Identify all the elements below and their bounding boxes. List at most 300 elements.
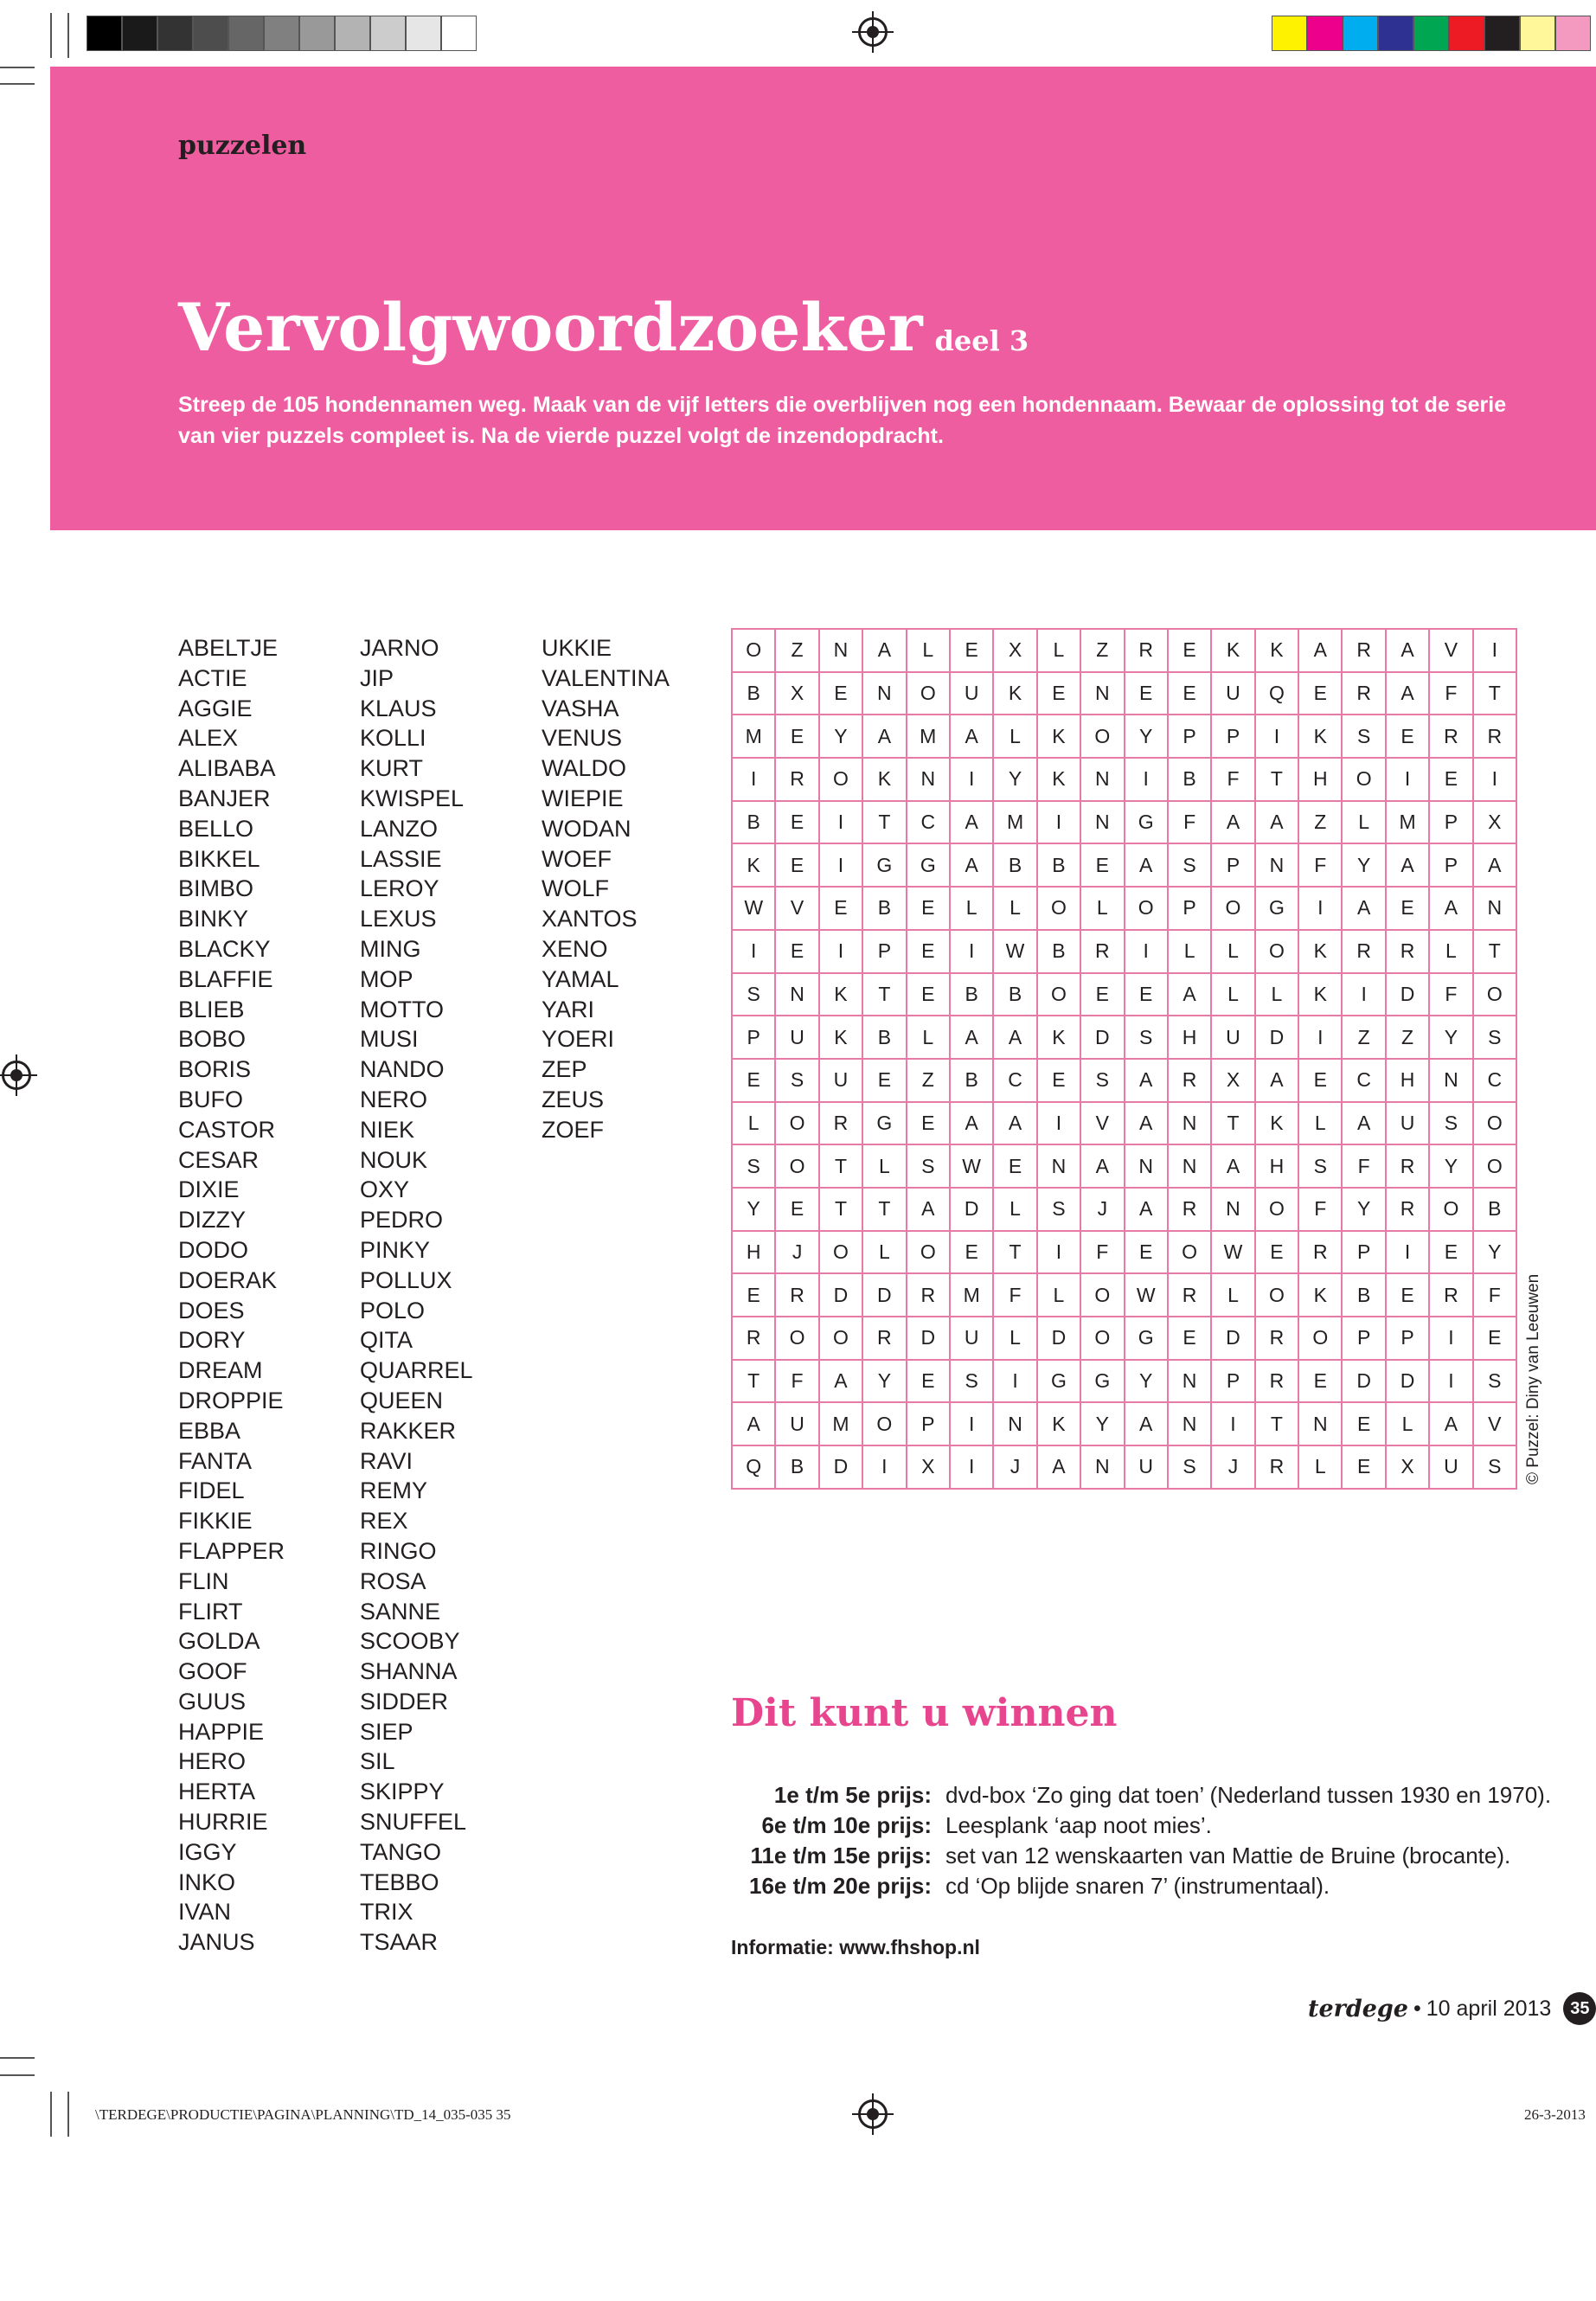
- color-swatch: [370, 16, 406, 51]
- grid-letter: A: [1255, 1059, 1298, 1102]
- grid-letter: A: [862, 629, 906, 672]
- grid-letter: N: [1168, 1144, 1211, 1188]
- grid-letter: T: [1473, 672, 1516, 715]
- dog-name: TSAAR: [360, 1929, 439, 1956]
- grid-letter: Z: [775, 629, 818, 672]
- color-swatch: [1343, 16, 1378, 51]
- grid-letter: Z: [1080, 629, 1124, 672]
- color-swatch: [299, 16, 335, 51]
- grid-letter: P: [907, 1402, 950, 1445]
- grid-letter: E: [1168, 672, 1211, 715]
- grid-letter: S: [732, 973, 775, 1016]
- grid-letter: W: [1211, 1231, 1254, 1274]
- dog-name: JIP: [360, 664, 394, 691]
- grid-letter: X: [907, 1445, 950, 1489]
- grid-letter: E: [1037, 1059, 1080, 1102]
- grid-letter: P: [1168, 887, 1211, 930]
- grid-letter: J: [1080, 1188, 1124, 1231]
- grid-letter: H: [1255, 1144, 1298, 1188]
- grid-letter: N: [1168, 1360, 1211, 1403]
- grid-letter: R: [1386, 1144, 1429, 1188]
- dog-name: PEDRO: [360, 1207, 444, 1234]
- grid-letter: E: [1125, 672, 1168, 715]
- color-swatch: [1272, 16, 1307, 51]
- grid-letter: B: [950, 973, 993, 1016]
- dog-name: MOP: [360, 965, 413, 992]
- dog-name: UKKIE: [542, 635, 612, 661]
- grid-letter: P: [1429, 801, 1472, 844]
- grid-letter: S: [907, 1144, 950, 1188]
- dog-name: OXY: [360, 1176, 410, 1203]
- grid-letter: K: [819, 1016, 862, 1059]
- grid-letter: R: [907, 1273, 950, 1317]
- grid-letter: A: [950, 843, 993, 887]
- grid-letter: S: [1168, 843, 1211, 887]
- grid-letter: U: [1429, 1445, 1472, 1489]
- dog-name: DROPPIE: [178, 1387, 284, 1413]
- grid-letter: F: [1473, 1273, 1516, 1317]
- grid-letter: K: [1037, 1016, 1080, 1059]
- grid-letter: K: [993, 672, 1036, 715]
- grid-letter: K: [862, 758, 906, 801]
- color-swatch: [1307, 16, 1343, 51]
- grid-letter: R: [1125, 629, 1168, 672]
- dog-name: SKIPPY: [360, 1779, 445, 1805]
- grid-letter: Z: [1342, 1016, 1385, 1059]
- grid-row: [732, 843, 1516, 887]
- grid-letter: L: [1037, 629, 1080, 672]
- grid-letter: D: [907, 1317, 950, 1360]
- grid-letter: A: [1125, 843, 1168, 887]
- crop-mark: [67, 2092, 69, 2137]
- dog-name: AGGIE: [178, 695, 253, 721]
- grid-letter: E: [862, 1059, 906, 1102]
- grid-letter: X: [775, 672, 818, 715]
- grid-letter: I: [1125, 758, 1168, 801]
- registration-mark-icon: [858, 17, 888, 47]
- grid-letter: N: [1080, 1445, 1124, 1489]
- dog-name: YAMAL: [542, 965, 619, 992]
- dog-name: BELLO: [178, 815, 254, 842]
- grid-letter: P: [732, 1016, 775, 1059]
- grayscale-color-bar: [87, 16, 477, 51]
- prize-description: Leesplank ‘aap noot mies’.: [945, 1812, 1212, 1838]
- grid-letter: G: [1125, 801, 1168, 844]
- grid-letter: I: [1037, 1102, 1080, 1145]
- grid-letter: B: [1037, 843, 1080, 887]
- grid-letter: D: [862, 1273, 906, 1317]
- dog-name: REX: [360, 1508, 408, 1535]
- grid-letter: C: [993, 1059, 1036, 1102]
- dog-name: POLLUX: [360, 1266, 452, 1293]
- crop-mark: [50, 13, 52, 58]
- grid-letter: X: [1473, 801, 1516, 844]
- dog-name: BANJER: [178, 785, 271, 811]
- grid-letter: N: [1037, 1144, 1080, 1188]
- dog-name: KURT: [360, 755, 424, 782]
- grid-letter: A: [1168, 973, 1211, 1016]
- grid-letter: M: [819, 1402, 862, 1445]
- grid-letter: N: [1298, 1402, 1342, 1445]
- dog-name: JARNO: [360, 635, 439, 661]
- grid-letter: E: [1342, 1445, 1385, 1489]
- grid-letter: R: [1168, 1059, 1211, 1102]
- grid-letter: G: [1080, 1360, 1124, 1403]
- grid-letter: R: [1386, 930, 1429, 973]
- prize-description: cd ‘Op blijde snaren 7’ (instrumentaal).: [945, 1873, 1330, 1899]
- grid-letter: A: [1473, 843, 1516, 887]
- grid-letter: I: [1298, 887, 1342, 930]
- grid-letter: L: [1298, 1102, 1342, 1145]
- dog-name: DIZZY: [178, 1207, 246, 1234]
- color-swatch: [122, 16, 157, 51]
- grid-letter: E: [1342, 1402, 1385, 1445]
- crop-mark: [67, 13, 69, 58]
- grid-letter: P: [1342, 1317, 1385, 1360]
- grid-row: [732, 973, 1516, 1016]
- page-number: 35: [1563, 1992, 1596, 2025]
- grid-row: [732, 1059, 1516, 1102]
- dog-name: ABELTJE: [178, 635, 279, 661]
- dog-name: ALIBABA: [178, 755, 276, 782]
- grid-letter: O: [1255, 1188, 1298, 1231]
- grid-letter: V: [1429, 629, 1472, 672]
- grid-letter: H: [1168, 1016, 1211, 1059]
- dog-name: JANUS: [178, 1929, 255, 1956]
- grid-letter: E: [907, 1102, 950, 1145]
- dog-name: BLACKY: [178, 935, 271, 962]
- dog-name: GOOF: [178, 1658, 247, 1685]
- grid-letter: A: [819, 1360, 862, 1403]
- grid-letter: F: [1168, 801, 1211, 844]
- grid-letter: I: [1473, 758, 1516, 801]
- grid-letter: L: [1211, 973, 1254, 1016]
- grid-letter: E: [1298, 672, 1342, 715]
- color-swatch: [157, 16, 193, 51]
- grid-letter: O: [819, 1231, 862, 1274]
- grid-letter: J: [1211, 1445, 1254, 1489]
- dog-name: ROSA: [360, 1567, 426, 1594]
- color-swatch: [335, 16, 370, 51]
- grid-letter: U: [950, 672, 993, 715]
- dog-name: BINKY: [178, 906, 249, 933]
- color-swatch: [1555, 16, 1591, 51]
- grid-letter: N: [1211, 1188, 1254, 1231]
- dog-name: RINGO: [360, 1537, 437, 1564]
- grid-letter: R: [1255, 1445, 1298, 1489]
- grid-letter: V: [1080, 1102, 1124, 1145]
- grid-letter: I: [1386, 758, 1429, 801]
- grid-letter: O: [1037, 973, 1080, 1016]
- grid-letter: L: [1211, 930, 1254, 973]
- grid-letter: R: [775, 758, 818, 801]
- dog-name: REMY: [360, 1477, 428, 1504]
- grid-letter: M: [993, 801, 1036, 844]
- dog-name: KLAUS: [360, 695, 437, 721]
- grid-letter: I: [1473, 629, 1516, 672]
- grid-letter: I: [1125, 930, 1168, 973]
- grid-letter: K: [1298, 973, 1342, 1016]
- color-swatch: [193, 16, 228, 51]
- prize-label: 11e t/m 15e prijs:: [750, 1843, 932, 1868]
- grid-letter: M: [732, 715, 775, 758]
- grid-letter: E: [1429, 1231, 1472, 1274]
- grid-letter: N: [1080, 672, 1124, 715]
- grid-letter: B: [993, 973, 1036, 1016]
- grid-letter: J: [993, 1445, 1036, 1489]
- grid-letter: O: [1037, 887, 1080, 930]
- grid-letter: R: [775, 1273, 818, 1317]
- grid-letter: E: [907, 887, 950, 930]
- dog-name: FLIN: [178, 1567, 229, 1594]
- dog-name: FLIRT: [178, 1598, 243, 1625]
- footer-separator: •: [1413, 1996, 1421, 2021]
- grid-letter: L: [907, 629, 950, 672]
- section-label: puzzelen: [178, 131, 307, 161]
- grid-letter: G: [1255, 887, 1298, 930]
- grid-letter: O: [1080, 1317, 1124, 1360]
- grid-letter: R: [1386, 1188, 1429, 1231]
- dog-name: VASHA: [542, 695, 619, 721]
- grid-letter: A: [950, 801, 993, 844]
- grid-letter: T: [862, 801, 906, 844]
- grid-letter: O: [1080, 715, 1124, 758]
- grid-letter: A: [950, 715, 993, 758]
- grid-letter: B: [732, 672, 775, 715]
- dog-name: BIKKEL: [178, 845, 260, 872]
- grid-letter: K: [1255, 1102, 1298, 1145]
- dog-name: ALEX: [178, 725, 239, 752]
- grid-letter: G: [862, 1102, 906, 1145]
- grid-letter: Y: [993, 758, 1036, 801]
- grid-row: [732, 887, 1516, 930]
- grid-letter: L: [1298, 1445, 1342, 1489]
- dog-name: LASSIE: [360, 845, 442, 872]
- grid-letter: I: [1037, 801, 1080, 844]
- grid-letter: K: [819, 973, 862, 1016]
- grid-letter: D: [819, 1445, 862, 1489]
- name-list-column-2: [360, 633, 473, 1958]
- dog-name: KOLLI: [360, 725, 426, 752]
- grid-letter: R: [1342, 629, 1385, 672]
- grid-letter: U: [1386, 1102, 1429, 1145]
- dog-name: WOEF: [542, 845, 612, 872]
- grid-letter: N: [775, 973, 818, 1016]
- grid-letter: V: [775, 887, 818, 930]
- grid-letter: S: [1037, 1188, 1080, 1231]
- grid-letter: K: [1037, 758, 1080, 801]
- grid-letter: N: [907, 758, 950, 801]
- grid-letter: K: [1037, 715, 1080, 758]
- grid-letter: T: [862, 973, 906, 1016]
- grid-letter: A: [1080, 1144, 1124, 1188]
- dog-name: BLIEB: [178, 996, 245, 1022]
- grid-letter: E: [1255, 1231, 1298, 1274]
- dog-name: NANDO: [360, 1056, 445, 1083]
- grid-letter: N: [1080, 801, 1124, 844]
- dog-name: RAVI: [360, 1447, 413, 1474]
- word-search-grid: [731, 628, 1517, 1490]
- grid-letter: I: [1429, 1360, 1472, 1403]
- dog-name: NERO: [360, 1086, 428, 1112]
- dog-name: FIKKIE: [178, 1508, 253, 1535]
- grid-letter: U: [775, 1016, 818, 1059]
- grid-letter: A: [993, 1102, 1036, 1145]
- grid-letter: Q: [732, 1445, 775, 1489]
- grid-letter: I: [1037, 1231, 1080, 1274]
- grid-letter: Y: [819, 715, 862, 758]
- grid-letter: O: [1342, 758, 1385, 801]
- grid-letter: E: [819, 887, 862, 930]
- grid-letter: Y: [1429, 1016, 1472, 1059]
- grid-row: [732, 629, 1516, 672]
- grid-row: [732, 1273, 1516, 1317]
- grid-letter: E: [1386, 715, 1429, 758]
- grid-letter: E: [950, 1231, 993, 1274]
- dog-name: MOTTO: [360, 996, 444, 1022]
- grid-letter: S: [950, 1360, 993, 1403]
- grid-letter: Y: [1080, 1402, 1124, 1445]
- title-text: Vervolgwoordzoeker: [178, 289, 923, 366]
- grid-letter: F: [1342, 1144, 1385, 1188]
- dog-name: SANNE: [360, 1598, 441, 1625]
- grid-letter: M: [907, 715, 950, 758]
- grid-letter: O: [1255, 1273, 1298, 1317]
- grid-row: [732, 1445, 1516, 1489]
- grid-letter: I: [732, 930, 775, 973]
- grid-letter: R: [1342, 930, 1385, 973]
- grid-letter: E: [732, 1059, 775, 1102]
- grid-letter: A: [1125, 1102, 1168, 1145]
- grid-row: [732, 1102, 1516, 1145]
- grid-letter: A: [1429, 1402, 1472, 1445]
- grid-letter: D: [1255, 1016, 1298, 1059]
- grid-letter: N: [819, 629, 862, 672]
- grid-letter: W: [950, 1144, 993, 1188]
- grid-letter: P: [1168, 715, 1211, 758]
- grid-letter: E: [775, 801, 818, 844]
- grid-letter: E: [1473, 1317, 1516, 1360]
- grid-letter: A: [1125, 1188, 1168, 1231]
- grid-letter: O: [775, 1317, 818, 1360]
- prize-row: [731, 1871, 1551, 1901]
- grid-letter: A: [1037, 1445, 1080, 1489]
- grid-letter: P: [1342, 1231, 1385, 1274]
- prize-label: 16e t/m 20e prijs:: [749, 1873, 932, 1899]
- grid-letter: E: [1298, 1059, 1342, 1102]
- color-swatch: [264, 16, 299, 51]
- dog-name: BORIS: [178, 1056, 252, 1083]
- grid-letter: K: [1255, 629, 1298, 672]
- grid-row: [732, 758, 1516, 801]
- grid-letter: L: [993, 887, 1036, 930]
- crop-mark: [50, 2092, 52, 2137]
- grid-letter: M: [950, 1273, 993, 1317]
- grid-letter: R: [1255, 1317, 1298, 1360]
- grid-letter: C: [1342, 1059, 1385, 1102]
- prize-label: 6e t/m 10e prijs:: [761, 1812, 932, 1838]
- grid-letter: A: [1386, 672, 1429, 715]
- puzzle-credit: © Puzzel: Diny van Leeuwen: [1524, 1273, 1542, 1484]
- grid-letter: O: [1298, 1317, 1342, 1360]
- grid-letter: I: [993, 1360, 1036, 1403]
- grid-row: [732, 1317, 1516, 1360]
- grid-letter: S: [1473, 1360, 1516, 1403]
- grid-letter: X: [1211, 1059, 1254, 1102]
- grid-letter: F: [1298, 1188, 1342, 1231]
- color-swatch: [406, 16, 441, 51]
- dog-name: DIXIE: [178, 1176, 240, 1203]
- grid-letter: Y: [1125, 715, 1168, 758]
- dog-name: TEBBO: [360, 1868, 439, 1895]
- grid-letter: N: [1125, 1144, 1168, 1188]
- grid-letter: L: [732, 1102, 775, 1145]
- grid-letter: E: [732, 1273, 775, 1317]
- dog-name: TRIX: [360, 1899, 413, 1926]
- grid-letter: L: [907, 1016, 950, 1059]
- dog-name: QUARREL: [360, 1357, 473, 1384]
- color-swatch: [441, 16, 477, 51]
- grid-letter: W: [732, 887, 775, 930]
- grid-letter: Y: [1342, 843, 1385, 887]
- grid-letter: E: [1125, 973, 1168, 1016]
- prize-description: dvd-box ‘Zo ging dat toen’ (Nederland tussen 1930 en 1970).: [945, 1782, 1552, 1808]
- dog-name: IGGY: [178, 1838, 237, 1865]
- grid-letter: L: [1429, 930, 1472, 973]
- grid-letter: N: [1168, 1402, 1211, 1445]
- dog-name: DODO: [178, 1236, 248, 1263]
- grid-letter: R: [862, 1317, 906, 1360]
- grid-letter: B: [732, 801, 775, 844]
- grid-letter: E: [907, 973, 950, 1016]
- grid-letter: B: [993, 843, 1036, 887]
- dog-name: INKO: [178, 1868, 236, 1895]
- dog-name: SNUFFEL: [360, 1809, 467, 1836]
- color-swatch: [1520, 16, 1555, 51]
- page-title: [178, 289, 1029, 366]
- grid-row: [732, 1188, 1516, 1231]
- grid-letter: I: [1255, 715, 1298, 758]
- grid-letter: H: [1386, 1059, 1429, 1102]
- grid-letter: E: [819, 672, 862, 715]
- dog-name: FIDEL: [178, 1477, 245, 1504]
- grid-letter: T: [1255, 758, 1298, 801]
- grid-letter: P: [1211, 1360, 1254, 1403]
- grid-letter: I: [819, 930, 862, 973]
- grid-letter: U: [1211, 672, 1254, 715]
- name-list-column-1: [178, 633, 285, 1958]
- grid-letter: F: [1429, 672, 1472, 715]
- dog-name: LEXUS: [360, 906, 437, 933]
- dog-name: YARI: [542, 996, 595, 1022]
- process-color-bar: [1272, 16, 1591, 51]
- grid-letter: S: [775, 1059, 818, 1102]
- dog-name: HURRIE: [178, 1809, 268, 1836]
- magazine-footer: [1308, 1992, 1596, 2025]
- grid-letter: Y: [862, 1360, 906, 1403]
- grid-letter: P: [862, 930, 906, 973]
- grid-letter: F: [1429, 973, 1472, 1016]
- grid-letter: A: [1429, 887, 1472, 930]
- grid-letter: E: [1168, 629, 1211, 672]
- grid-letter: G: [1125, 1317, 1168, 1360]
- grid-letter: I: [862, 1445, 906, 1489]
- dog-name: KWISPEL: [360, 785, 465, 811]
- crop-mark: [0, 67, 35, 68]
- grid-letter: O: [1429, 1188, 1472, 1231]
- grid-letter: N: [993, 1402, 1036, 1445]
- grid-letter: S: [1168, 1445, 1211, 1489]
